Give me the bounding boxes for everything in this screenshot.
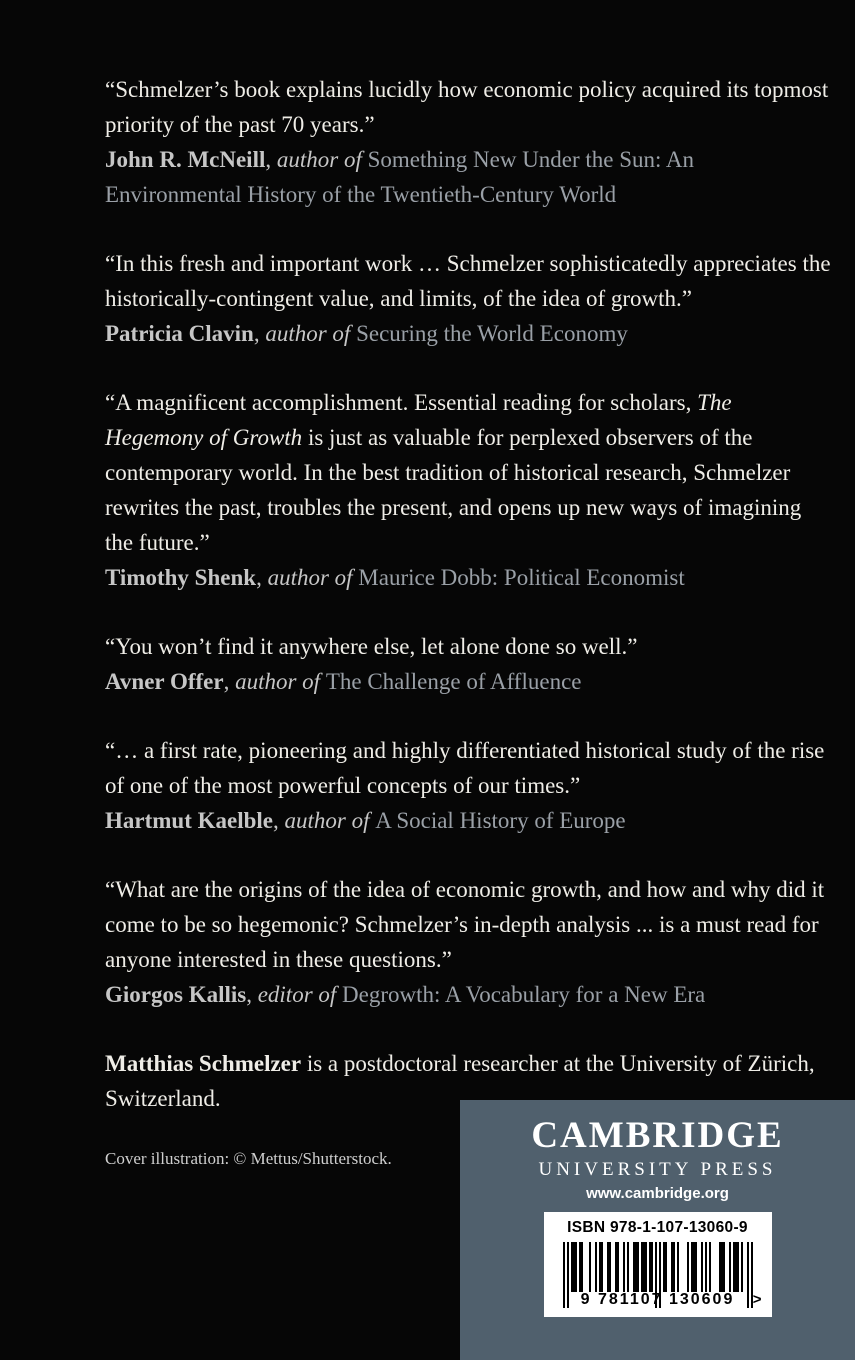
quote-attribution: John R. McNeill, author of Something New Under the Sun: An Environmental History of the Twentieth-Century World [105, 147, 695, 207]
quote-attribution: Hartmut Kaelble, author of A Social History of Europe [105, 808, 626, 833]
quote-attribution: Patricia Clavin, author of Securing the World Economy [105, 321, 628, 346]
publisher-wordmark: CAMBRIDGE [531, 1115, 784, 1156]
quote-block [105, 246, 832, 351]
blurbs-column [105, 72, 832, 1170]
publisher-panel [460, 1100, 855, 1360]
cover-credit: Cover illustration: © Mettus/Shutterstock. [105, 1149, 392, 1168]
barcode-quiet-zone-indicator: > [752, 1291, 762, 1308]
quote-attribution: Avner Offer, author of The Challenge of Affluence [105, 669, 582, 694]
quote-attribution: Giorgos Kallis, editor of Degrowth: A Vocabulary for a New Era [105, 982, 706, 1007]
barcode [552, 1242, 764, 1308]
quote-text: “Schmelzer’s book explains lucidly how economic policy acquired its topmost priority of the past 70 years.” [105, 77, 829, 137]
barcode-digits: 9 781107 130609 [580, 1291, 735, 1308]
quote-block [105, 872, 832, 1012]
quote-block [105, 72, 832, 212]
quote-block [105, 733, 832, 838]
isbn-label: ISBN 978-1-107-13060-9 [567, 1219, 748, 1236]
quote-text: “A magnificent accomplishment. Essential reading for scholars, The Hegemony of Growth is just as valuable for perplexed observers of the contemporary world. In the best tradition of historical research, Schmelzer rewrites the past, troubles the present, and opens up new ways of imagining the future.” [105, 390, 802, 555]
quote-text: “What are the origins of the idea of economic growth, and how and why did it come to be so hegemonic? Schmelzer’s in-depth analysis ... is a must read for anyone interested in these questions.” [105, 877, 825, 972]
publisher-website: www.cambridge.org [586, 1185, 729, 1202]
isbn-box [544, 1212, 772, 1317]
publisher-press-line: UNIVERSITY PRESS [538, 1159, 777, 1180]
quote-block [105, 629, 832, 699]
quote-text: “In this fresh and important work … Schmelzer sophisticatedly appreciates the historically-contingent value, and limits, of the idea of growth.” [105, 251, 831, 311]
quote-text: “… a first rate, pioneering and highly differentiated historical study of the rise of one of the most powerful concepts of our times.” [105, 738, 825, 798]
quote-text: “You won’t find it anywhere else, let alone done so well.” [105, 634, 638, 659]
quote-attribution: Timothy Shenk, author of Maurice Dobb: Political Economist [105, 565, 685, 590]
author-bio: Matthias Schmelzer is a postdoctoral researcher at the University of Zürich, Switzerland. [105, 1051, 815, 1111]
quote-block [105, 385, 832, 595]
